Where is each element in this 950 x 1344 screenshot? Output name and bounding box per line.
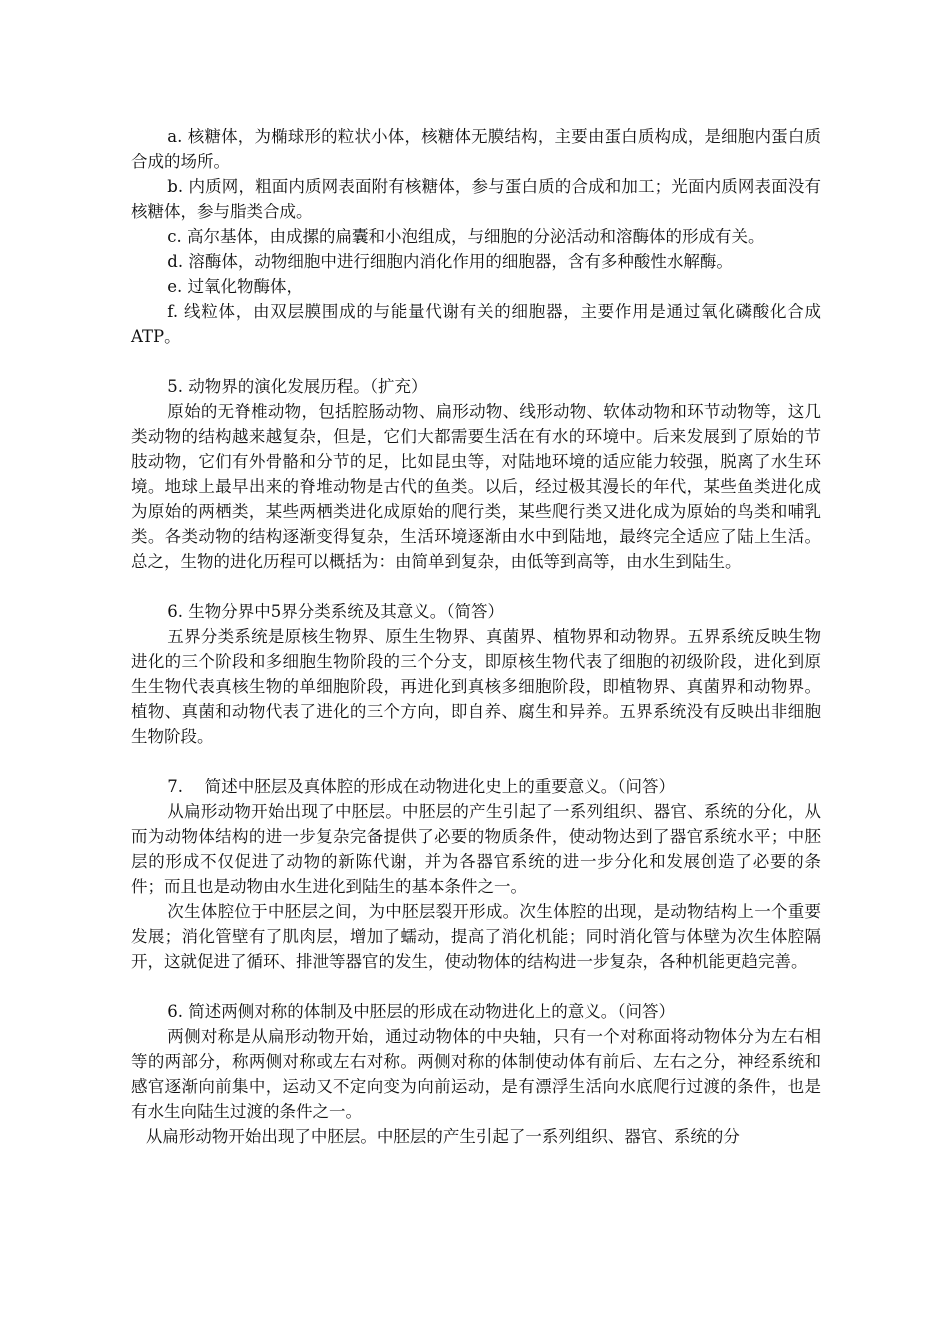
question-6b-answer: 两侧对称是从扁形动物开始，通过动物体的中央轴，只有一个对称面将动物体分为左右相等的两部分，称两侧对称或左右对称。两侧对称的体制使动体有前后、左右之分，神经系统和感官逐渐向前集中，运动又不定向变为向前运动，是有漂浮生活向水底爬行过渡的条件，也是有水生向陆生过渡的条件之一。 [131,1027,821,1121]
question-6b-heading: 6. 简述两侧对称的体制及中胚层的形成在动物进化上的意义。（问答） [167,1002,676,1021]
question-5-answer: 原始的无脊椎动物，包括腔肠动物、扁形动物、线形动物、软体动物和环节动物等，这几类动物的结构越来越复杂，但是，它们大都需要生活在有水的环境中。后来发展到了原始的节肢动物，它们有外骨骼和分节的足，比如昆虫等，对陆地环境的适应能力较强，脱离了水生环境。地球上最早出来的脊堆动物是古代的鱼类。以后，经过极其漫长的年代，某些鱼类进化成为原始的两栖类，某些两栖类进化成原始的爬行类，某些爬行类又进化成为原始的鸟类和哺乳类。各类动物的结构逐渐变得复杂，生活环境逐渐由水中到陆地，最终完全适应了陆上生活。 总之，生物的进化历程可以概括为：由简单到复杂，由低等到高等，由水生到陆生。 [131,402,821,571]
question-6b-continuation: 从扁形动物开始出现了中胚层。中胚层的产生引起了一系列组织、器官、系统的分 [145,1127,740,1146]
spacer [131,749,821,774]
spacer [131,349,821,374]
organelle-d: d. 溶酶体，动物细胞中进行细胞内消化作用的细胞器，含有多种酸性水解酶。 [167,252,733,271]
spacer [131,974,821,999]
question-6-heading: 6. 生物分界中5界分类系统及其意义。（简答） [167,602,505,621]
organelle-b: b. 内质网，粗面内质网表面附有核糖体，参与蛋白质的合成和加工；光面内质网表面没有核糖体，参与脂类合成。 [131,177,821,221]
organelle-e: e. 过氧化物酶体， [167,277,304,296]
question-6-answer: 五界分类系统是原核生物界、原生生物界、真菌界、植物界和动物界。五界系统反映生物进化的三个阶段和多细胞生物阶段的三个分支，即原核生物代表了细胞的初级阶段，进化到原生生物代表真核生物的单细胞阶段，再进化到真核多细胞阶段，即植物界、真菌界和动物界。植物、真菌和动物代表了进化的三个方向，即自养、腐生和异养。五界系统没有反映出非细胞生物阶段。 [131,627,821,746]
question-7-heading: 7. 简述中胚层及真体腔的形成在动物进化史上的重要意义。（问答） [167,777,676,796]
organelle-a: a. 核糖体，为椭球形的粒状小体，核糖体无膜结构，主要由蛋白质构成，是细胞内蛋白质合成的场所。 [131,127,821,171]
spacer [131,574,821,599]
organelle-c: c. 高尔基体，由成摞的扁囊和小泡组成，与细胞的分泌活动和溶酶体的形成有关。 [167,227,765,246]
organelle-f: f. 线粒体，由双层膜围成的与能量代谢有关的细胞器，主要作用是通过氧化磷酸化合成ATP。 [131,302,821,346]
question-5-heading: 5. 动物界的演化发展历程。（扩充） [167,377,428,396]
document-body [131,124,821,1149]
question-7-answer-1: 从扁形动物开始出现了中胚层。中胚层的产生引起了一系列组织、器官、系统的分化，从而为动物体结构的进一步复杂完备提供了必要的物质条件，使动物达到了器官系统水平；中胚层的形成不仅促进了动物的新陈代谢，并为各器官系统的进一步分化和发展创造了必要的条件；而且也是动物由水生进化到陆生的基本条件之一。 [131,802,821,896]
question-7-answer-2: 次生体腔位于中胚层之间，为中胚层裂开形成。次生体腔的出现，是动物结构上一个重要发展；消化管壁有了肌肉层，增加了蠕动，提高了消化机能；同时消化管与体壁为次生体腔隔开，这就促进了循环、排泄等器官的发生，使动物体的结构进一步复杂，各种机能更趋完善。 [131,902,821,971]
